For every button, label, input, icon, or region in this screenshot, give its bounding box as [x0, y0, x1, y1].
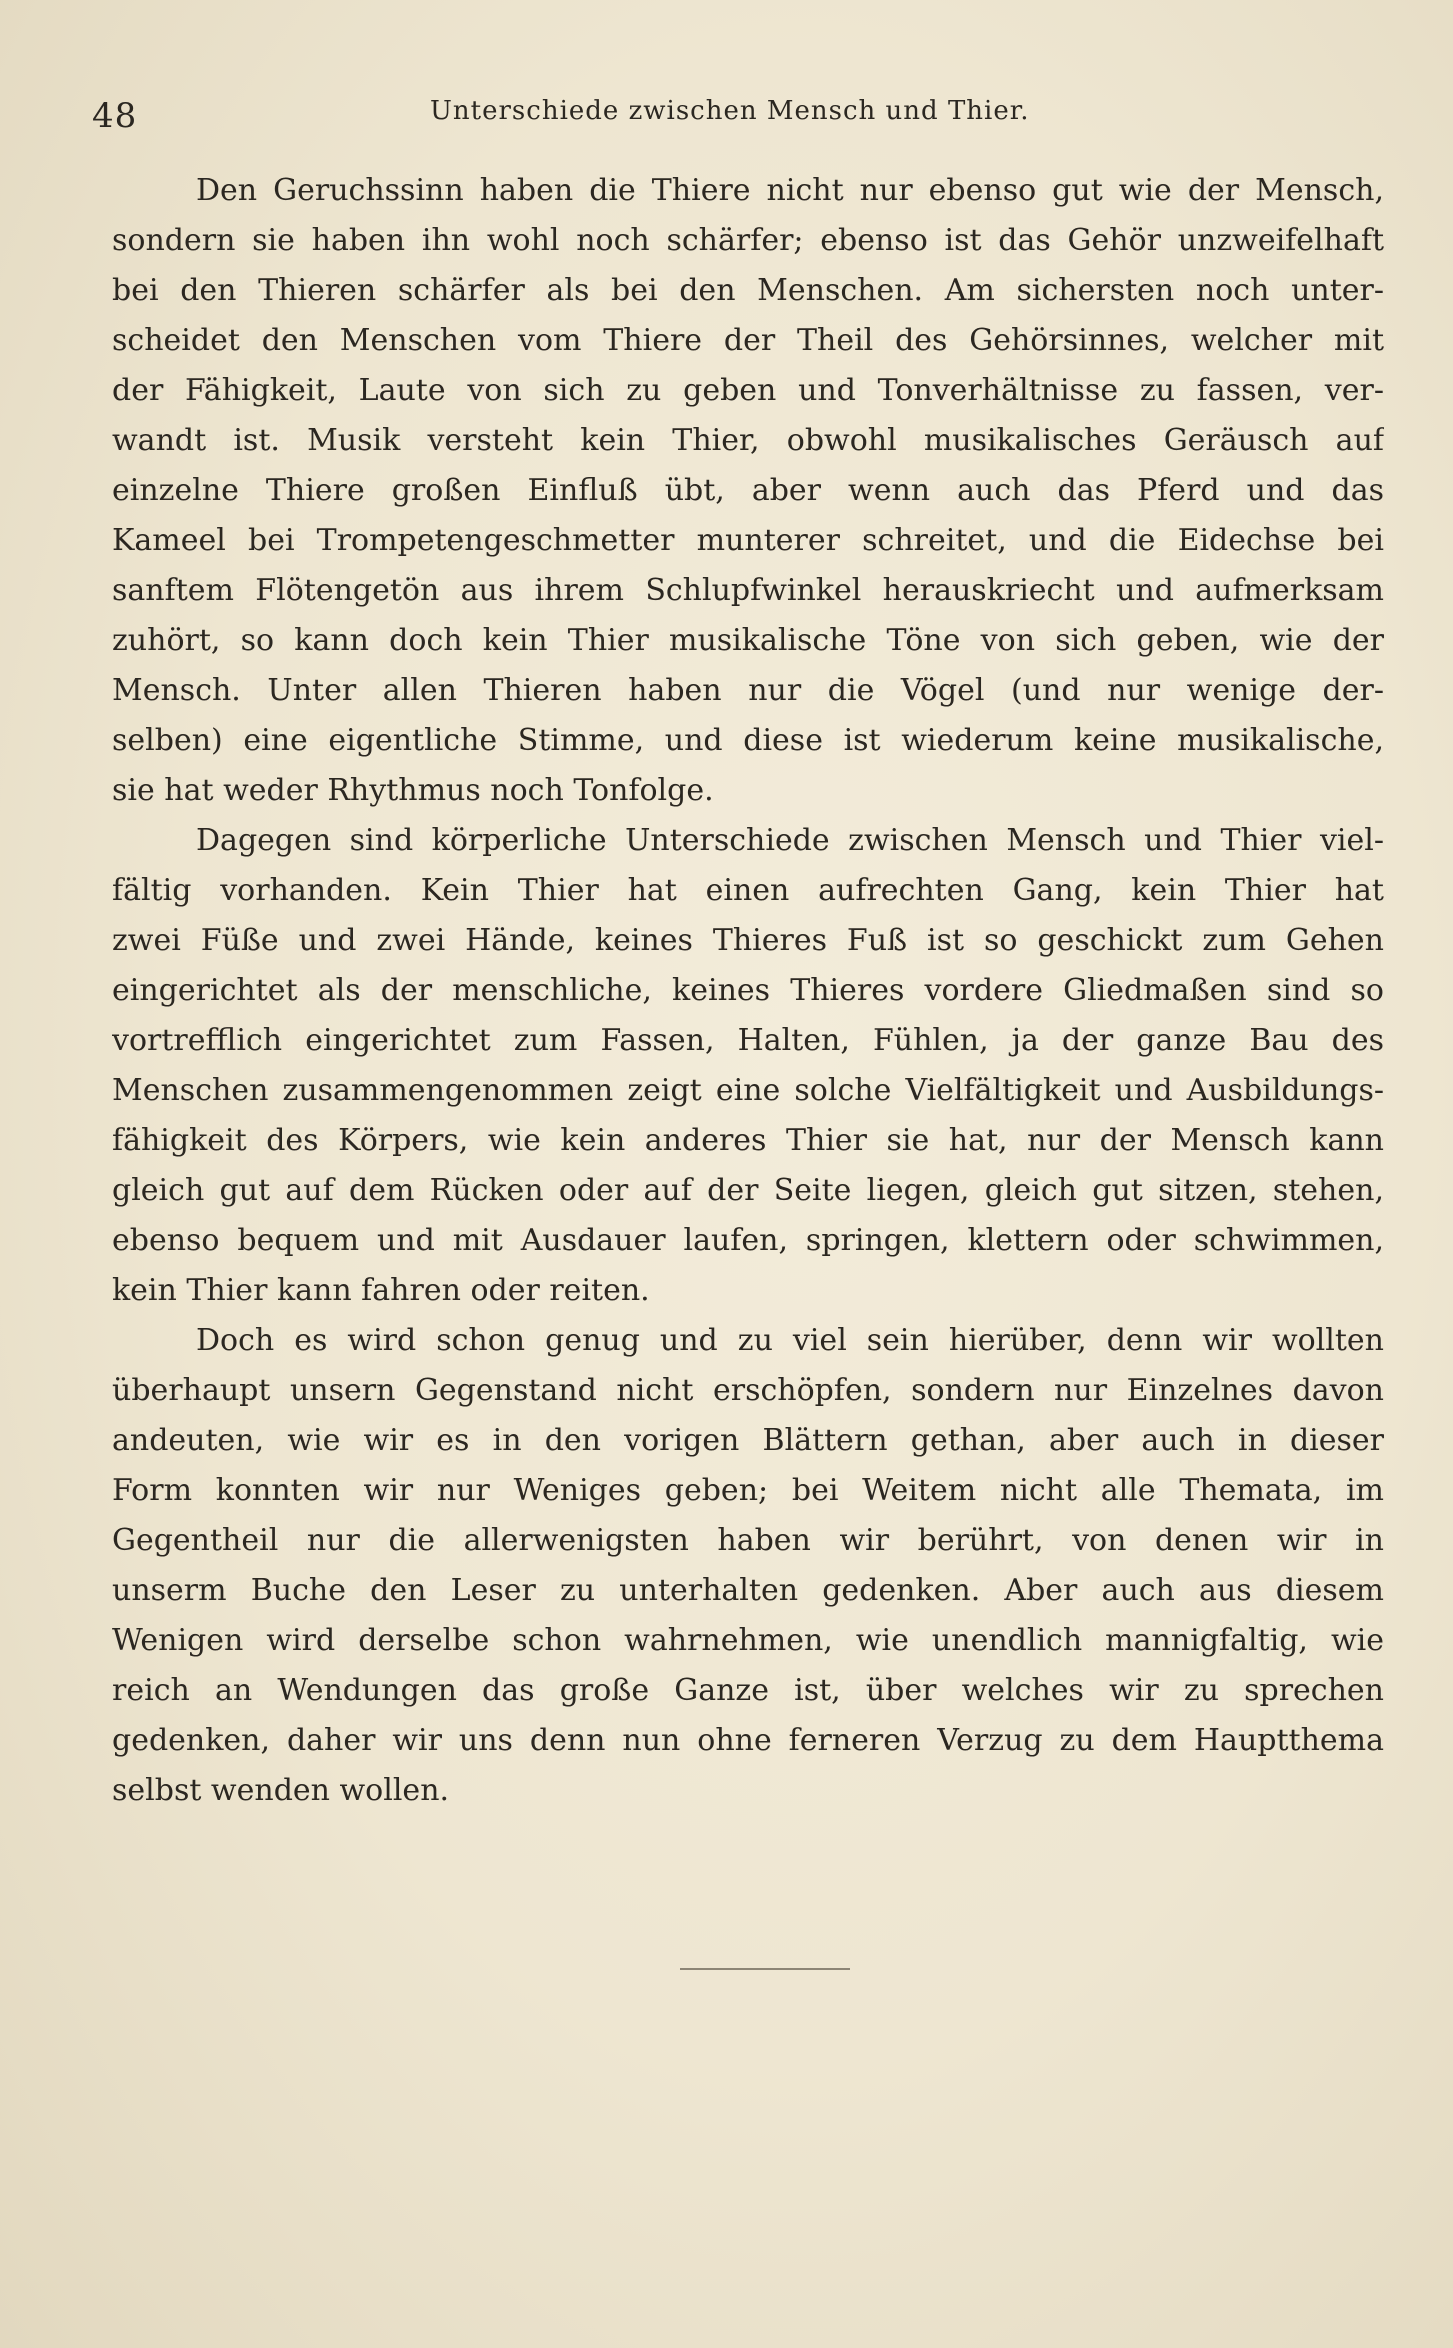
text-line: überhaupt unsern Gegenstand nicht erschöpfen, sondern nur Einzelnes davon: [112, 1373, 1384, 1408]
text-line: Kameel bei Trompetengeschmetter munterer schreitet, und die Eidechse bei: [112, 523, 1384, 558]
text-line: gleich gut auf dem Rücken oder auf der Seite liegen, gleich gut sitzen, stehen,: [112, 1173, 1384, 1208]
text-line: Gegentheil nur die allerwenigsten haben wir berührt, von denen wir in: [112, 1523, 1384, 1558]
text-line: einzelne Thiere großen Einfluß übt, aber wenn auch das Pferd und das: [112, 473, 1384, 508]
text-line: selbst wenden wollen.: [112, 1773, 450, 1808]
text-line: andeuten, wie wir es in den vorigen Blättern gethan, aber auch in dieser: [112, 1423, 1384, 1458]
text-line: Doch es wird schon genug und zu viel sein hierüber, denn wir wollten: [196, 1323, 1384, 1358]
text-line: Menschen zusammengenommen zeigt eine solche Vielfältigkeit und Ausbildungs-: [112, 1073, 1384, 1108]
text-line: sanftem Flötengetön aus ihrem Schlupfwinkel herauskriecht und aufmerksam: [112, 573, 1384, 608]
text-line: eingerichtet als der menschliche, keines Thieres vordere Gliedmaßen sind so: [112, 973, 1384, 1008]
text-line: reich an Wendungen das große Ganze ist, über welches wir zu sprechen: [112, 1673, 1384, 1708]
text-line: gedenken, daher wir uns denn nun ohne ferneren Verzug zu dem Hauptthema: [112, 1723, 1384, 1758]
text-line: sie hat weder Rhythmus noch Tonfolge.: [112, 773, 714, 808]
text-line: vortrefflich eingerichtet zum Fassen, Halten, Fühlen, ja der ganze Bau des: [112, 1023, 1384, 1058]
text-line: Mensch. Unter allen Thieren haben nur die Vögel (und nur wenige der-: [112, 673, 1384, 708]
text-line: wandt ist. Musik versteht kein Thier, obwohl musikalisches Geräusch auf: [112, 423, 1384, 458]
text-line: selben) eine eigentliche Stimme, und diese ist wiederum keine musikalische,: [112, 723, 1384, 758]
text-line: Wenigen wird derselbe schon wahrnehmen, wie unendlich mannigfaltig, wie: [112, 1623, 1384, 1658]
text-line: unserm Buche den Leser zu unterhalten gedenken. Aber auch aus diesem: [112, 1573, 1384, 1608]
text-line: zwei Füße und zwei Hände, keines Thieres Fuß ist so geschickt zum Gehen: [112, 923, 1384, 958]
text-line: Dagegen sind körperliche Unterschiede zwischen Mensch und Thier viel-: [196, 823, 1384, 858]
running-title: Unterschiede zwischen Mensch und Thier.: [430, 96, 1030, 126]
text-line: kein Thier kann fahren oder reiten.: [112, 1273, 650, 1308]
text-line: fähigkeit des Körpers, wie kein anderes Thier sie hat, nur der Mensch kann: [112, 1123, 1384, 1158]
text-line: fältig vorhanden. Kein Thier hat einen aufrechten Gang, kein Thier hat: [112, 873, 1384, 908]
text-line: Den Geruchssinn haben die Thiere nicht nur ebenso gut wie der Mensch,: [196, 173, 1384, 208]
text-line: Form konnten wir nur Weniges geben; bei Weitem nicht alle Themata, im: [112, 1473, 1384, 1508]
page-number: 48: [92, 96, 138, 136]
text-line: scheidet den Menschen vom Thiere der Theil des Gehörsinnes, welcher mit: [112, 323, 1384, 358]
text-line: zuhört, so kann doch kein Thier musikalische Töne von sich geben, wie der: [112, 623, 1384, 658]
body-text: [112, 166, 1384, 1816]
text-line: bei den Thieren schärfer als bei den Menschen. Am sichersten noch unter-: [112, 273, 1384, 308]
section-divider: [680, 1968, 850, 1970]
text-line: der Fähigkeit, Laute von sich zu geben und Tonverhältnisse zu fassen, ver-: [112, 373, 1384, 408]
text-line: ebenso bequem und mit Ausdauer laufen, springen, klettern oder schwimmen,: [112, 1223, 1384, 1258]
text-line: sondern sie haben ihn wohl noch schärfer; ebenso ist das Gehör unzweifelhaft: [112, 223, 1384, 258]
